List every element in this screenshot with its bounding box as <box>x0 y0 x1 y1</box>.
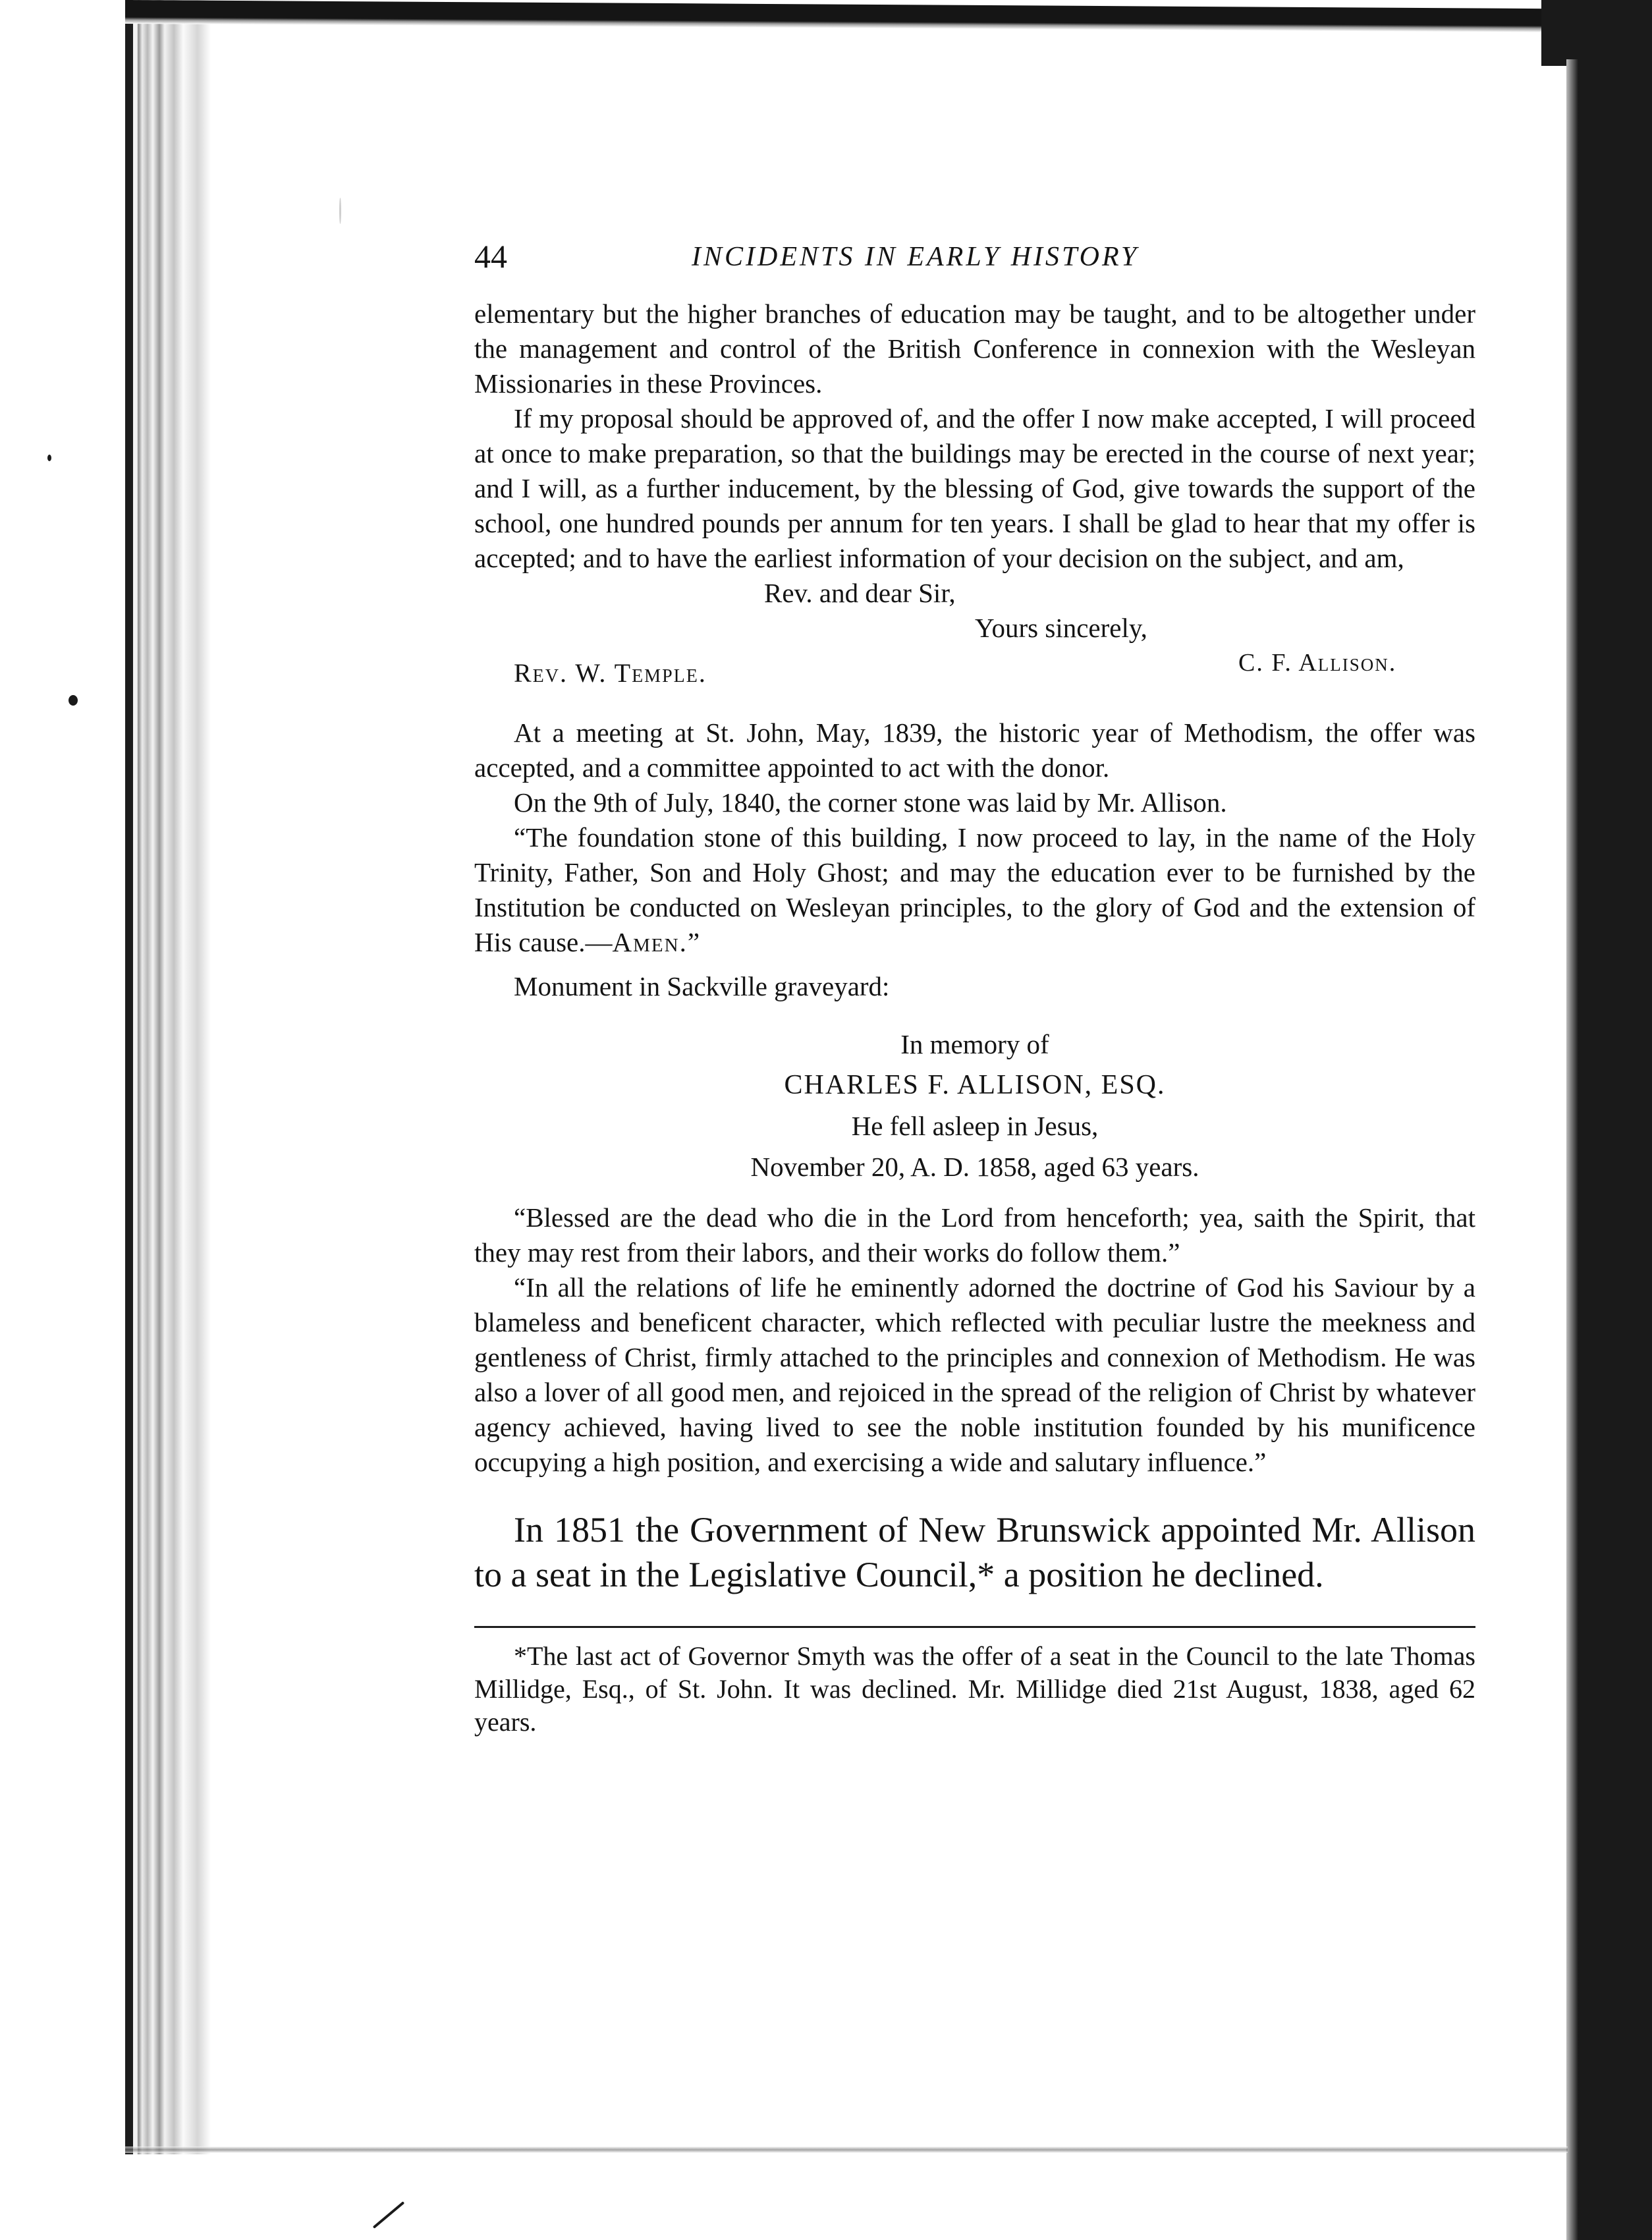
scan-bottom-edge <box>125 2146 1568 2153</box>
scan-speck <box>339 198 341 224</box>
scan-margin <box>0 0 125 2240</box>
signature-row <box>474 648 1475 690</box>
letter-valediction: Yours sincerely, <box>975 613 1147 643</box>
narrative-paragraph: On the 9th of July, 1840, the corner stone was laid by Mr. Allison. <box>514 787 1227 818</box>
letter-paragraph: If my proposal should be approved of, and the offer I now make accepted, I will proceed at once to make preparation, so that the buildings may be erected in the course of next year; and I will, as a further inducement, by the blessing of God, give towards the support of the school, one hundred pounds per annum for ten years. I shall be glad to hear that my offer is accepted; and to have the earliest information of your decision on the subject, and am, <box>474 403 1475 573</box>
narrative-body <box>474 715 1475 1004</box>
letter-signature: C. F. Allison. <box>1238 649 1397 677</box>
legislative-council-paragraph: In 1851 the Government of New Brunswick appointed Mr. Allison to a seat in the Legislative Council,* a position he declined. <box>474 1510 1475 1594</box>
inscription-quotes <box>474 1200 1475 1480</box>
running-head <box>474 237 1475 296</box>
monument-inscription <box>474 1024 1475 1187</box>
inscription-line: In memory of <box>900 1029 1049 1059</box>
page-number: 44 <box>474 238 507 275</box>
scan-speck <box>69 695 78 706</box>
footnote-divider <box>474 1626 1475 1628</box>
foundation-quote-amen: Amen. <box>612 927 688 957</box>
inscription-line: He fell asleep in Jesus, <box>851 1111 1099 1141</box>
letter-addressee: Rev. W. Temple. <box>514 658 707 688</box>
scripture-quote: “Blessed are the dead who die in the Lord from henceforth; yea, saith the Spirit, that they may rest from their labors, and their works do follow them.” <box>474 1202 1475 1268</box>
narrative-paragraph: At a meeting at St. John, May, 1839, the historic year of Methodism, the offer was accepted, and a committee appointed to act with the donor. <box>474 717 1475 783</box>
book-binding-edge <box>125 0 234 2154</box>
letter-salutation: Rev. and dear Sir, <box>764 578 956 608</box>
book-page <box>474 237 1475 1739</box>
letter-body <box>474 296 1475 576</box>
letter-paragraph: elementary but the higher branches of education may be taught, and to be altogether under the management and control of the British Conference in connexion with the Wesleyan Missionaries in these Provinces. <box>474 298 1475 399</box>
scan-right-edge-top <box>1541 0 1652 66</box>
foundation-quote-text: “The foundation stone of this building, I now proceed to lay, in the name of the Holy Trinity, Father, Son and Holy Ghost; and may the education ever to be furnished by the Institution be conducted on Wesleyan principles, to the glory of God and the extension of His cause.— <box>474 822 1475 957</box>
scan-right-edge <box>1566 59 1652 2240</box>
scan-top-edge <box>125 0 1574 32</box>
inscription-name: CHARLES F. ALLISON, ESQ. <box>784 1070 1166 1100</box>
foundation-quote-close: ” <box>687 927 700 957</box>
scan-speck <box>47 455 51 461</box>
tribute-quote: “In all the relations of life he eminently adorned the doctrine of God his Saviour by a blameless and beneficent character, which reflected with peculiar lustre the meekness and gentleness of Christ, firmly attached to the principles and connexion of Methodism. He was also a lover of all good men, and rejoiced in the spread of the religion of Christ by whatever agency achieved, having lived to see the noble institution founded by his munificence occupying a high position, and exercising a wide and salutary influence.” <box>474 1272 1475 1477</box>
foundation-quote <box>474 820 1475 960</box>
inscription-line: November 20, A. D. 1858, aged 63 years. <box>750 1152 1199 1182</box>
scan-speck <box>373 2201 405 2229</box>
footnote: *The last act of Governor Smyth was the offer of a seat in the Council to the late Thomas Millidge, Esq., of St. John. It was declined. Mr. Millidge died 21st August, 1838, aged 62 years. <box>474 1641 1475 1737</box>
running-title: INCIDENTS IN EARLY HISTORY <box>692 242 1140 272</box>
narrative-paragraph: Monument in Sackville graveyard: <box>514 971 890 1001</box>
